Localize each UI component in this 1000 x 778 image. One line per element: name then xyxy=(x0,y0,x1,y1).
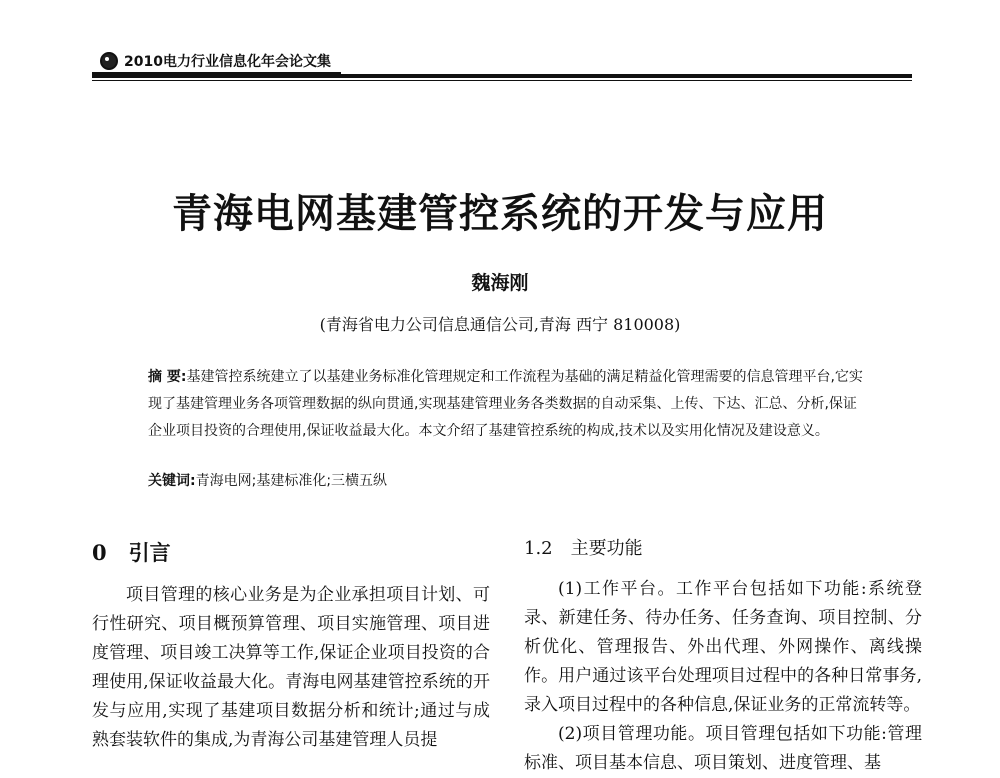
function-paragraph-1: (1)工作平台。工作平台包括如下功能:系统登录、新建任务、待办任务、任务查询、项目控制、分析优化、管理报告、外出代理、外网操作、离线操作。用户通过该平台处理项目过程中的各种日常事务,录入项目过程中的各种信息,保证业务的正常流转等。 xyxy=(524,579,922,715)
subsection-title: 主要功能 xyxy=(570,538,643,559)
header-rule-thin xyxy=(92,80,912,81)
section-heading xyxy=(92,538,490,567)
right-column xyxy=(524,534,922,778)
header-rule xyxy=(92,74,912,78)
paper-author: 魏海刚 xyxy=(471,272,529,294)
abstract-label: 摘 要: xyxy=(148,369,187,385)
left-column xyxy=(92,538,490,755)
paper-affiliation: (青海省电力公司信息通信公司,青海 西宁 810008) xyxy=(319,315,681,334)
subsection-heading xyxy=(524,534,922,563)
keywords xyxy=(148,470,868,490)
section-title: 引言 xyxy=(128,540,171,565)
paper-title: 青海电网基建管控系统的开发与应用 xyxy=(172,190,828,237)
series-header xyxy=(92,50,341,75)
keywords-text: 青海电网;基建标准化;三横五纵 xyxy=(195,473,388,489)
intro-paragraph: 项目管理的核心业务是为企业承担项目计划、可行性研究、项目概预算管理、项目实施管理、项目进度管理、项目竣工决算等工作,保证企业项目投资的合理使用,保证收益最大化。青海电网基建管控系统的开发与应用,实现了基建项目数据分析和统计;通过与成熟套装软件的集成,为青海公司基建管理人员提 xyxy=(92,585,490,750)
keywords-label: 关键词: xyxy=(148,473,196,489)
section-number: 0 xyxy=(92,540,107,565)
series-title: 2010电力行业信息化年会论文集 xyxy=(124,54,331,70)
function-paragraph-2: (2)项目管理功能。项目管理包括如下功能:管理标准、项目基本信息、项目策划、进度管理、基 xyxy=(524,724,922,773)
subsection-number: 1.2 xyxy=(524,538,553,559)
series-logo-icon xyxy=(100,52,118,70)
abstract xyxy=(148,364,868,445)
abstract-text: 基建管控系统建立了以基建业务标准化管理规定和工作流程为基础的满足精益化管理需要的信息管理平台,它实现了基建管理业务各项管理数据的纵向贯通,实现基建管理业务各类数据的自动采集、上传、下达、汇总、分析,保证企业项目投资的合理使用,保证收益最大化。本文介绍了基建管控系统的构成,技术以及实用化情况及建设意义。 xyxy=(148,369,863,439)
